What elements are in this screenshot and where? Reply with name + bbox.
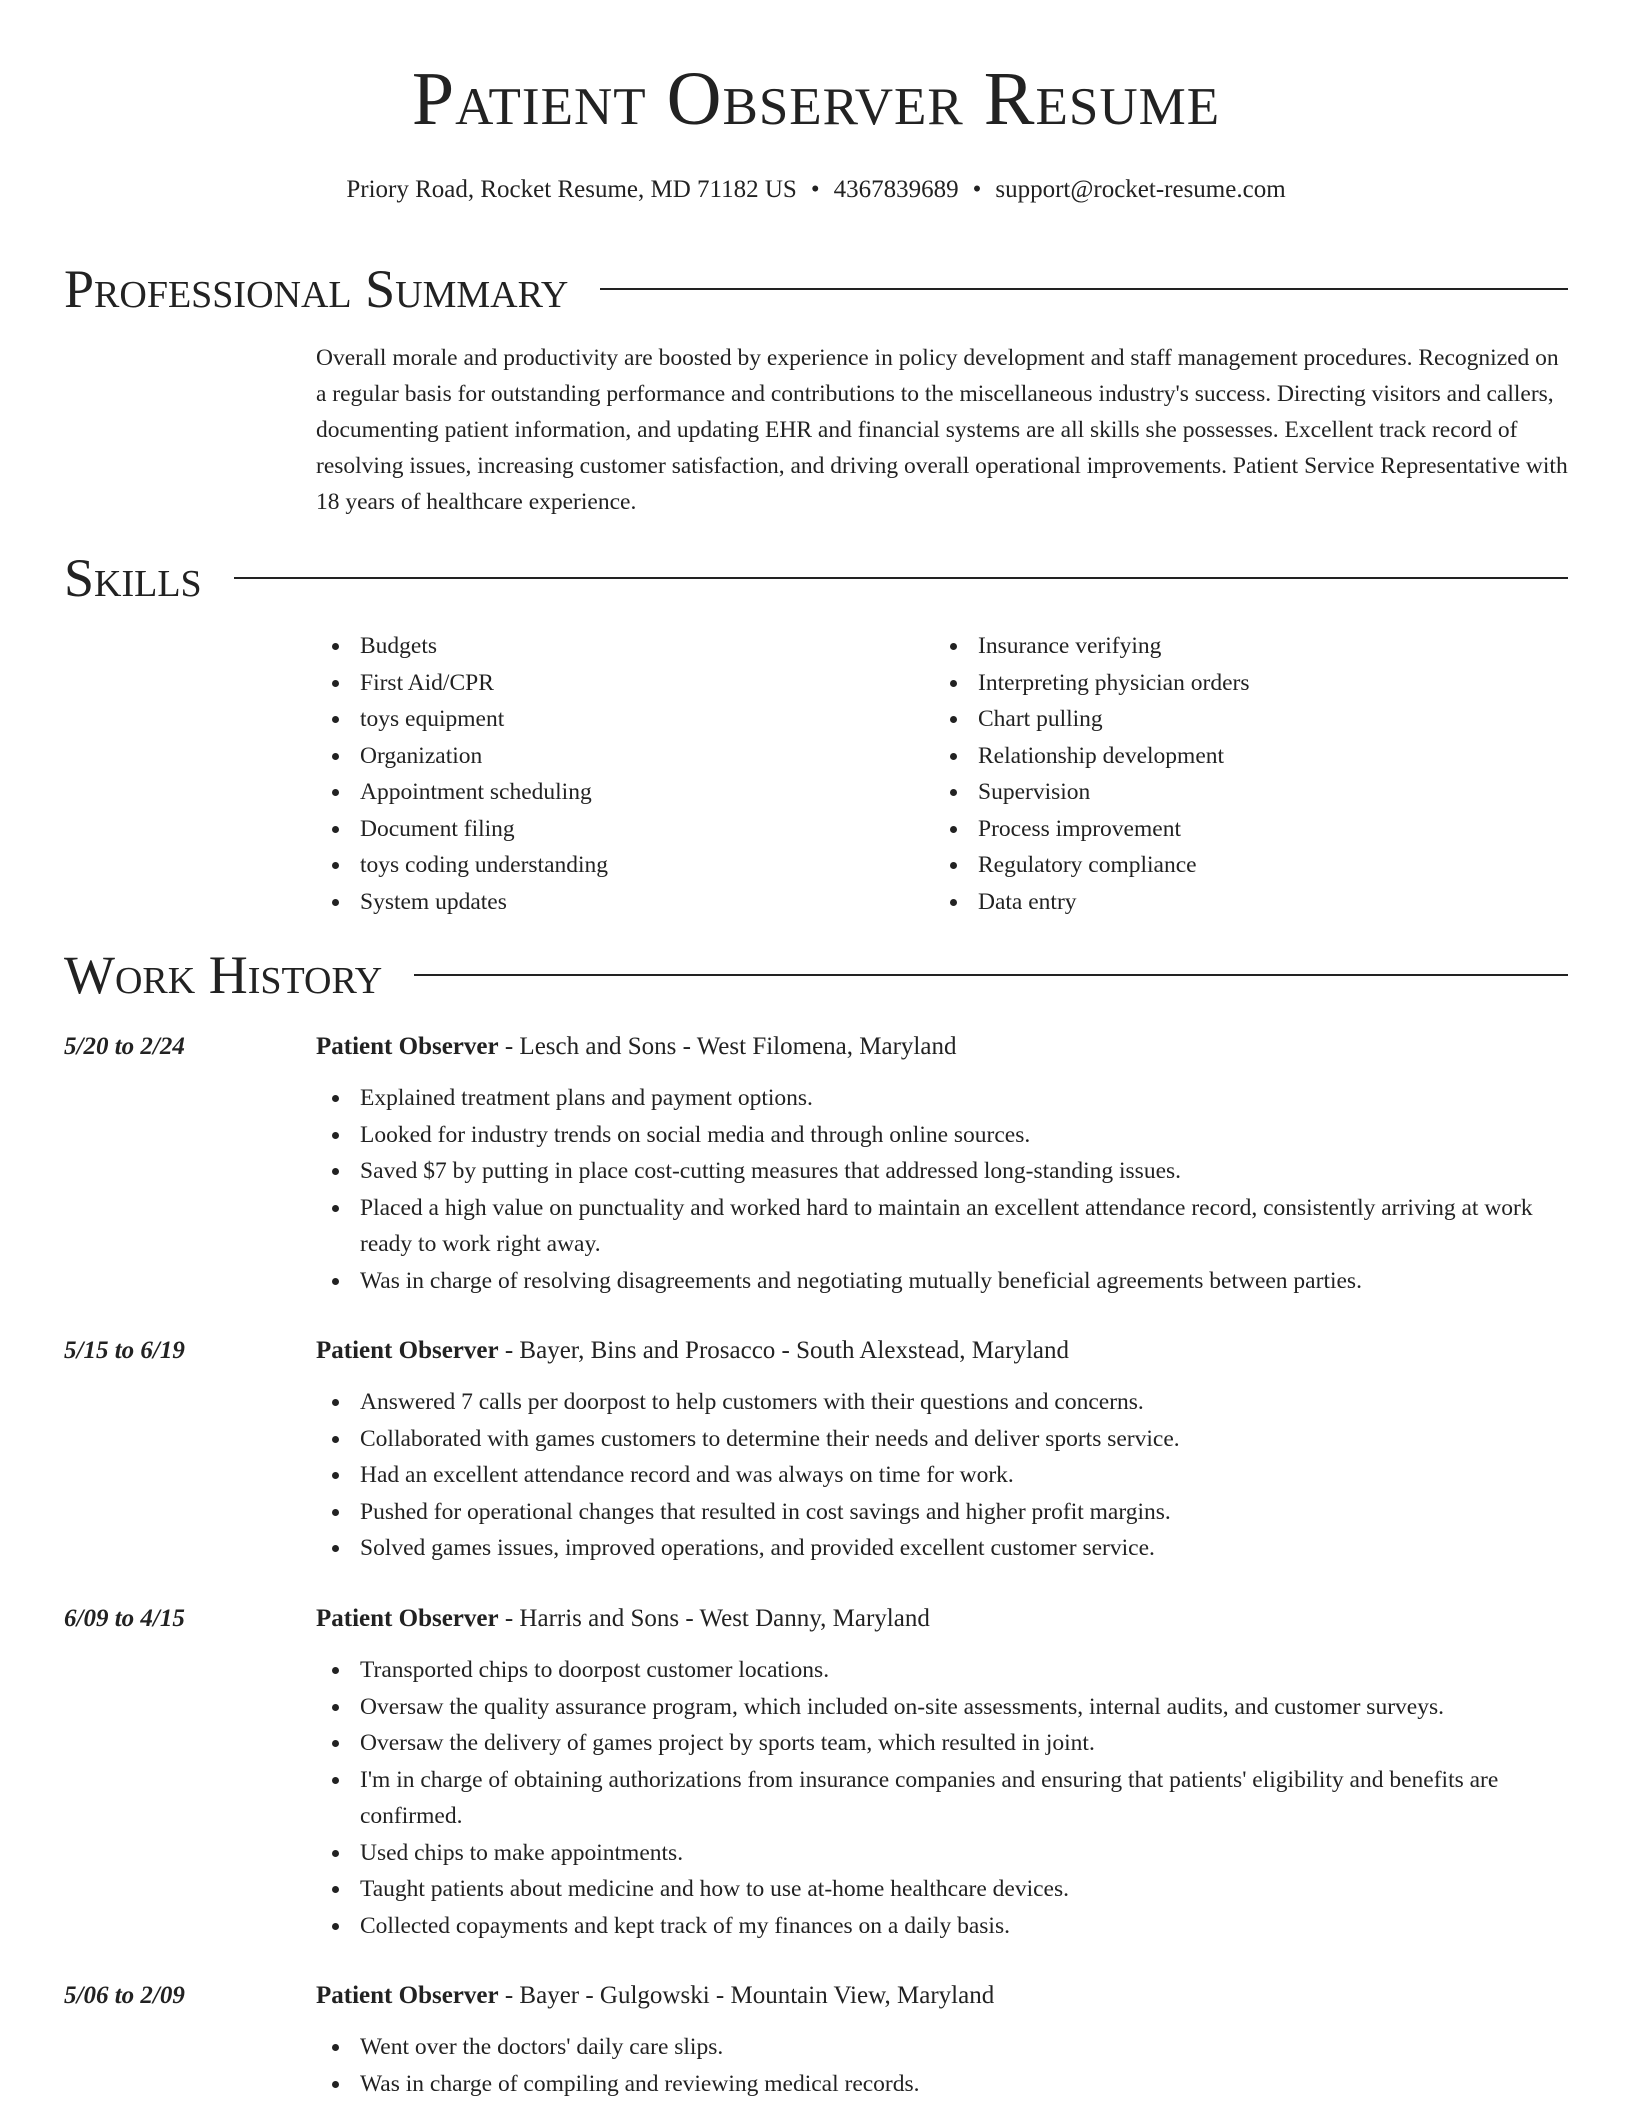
resume-title: Patient Observer Resume: [411, 57, 1221, 141]
section-header-summary: [64, 259, 1568, 319]
skills-column-left: [316, 628, 934, 920]
skill-item: First Aid/CPR: [316, 665, 934, 702]
skill-item: Budgets: [316, 628, 934, 665]
job-bullet: Saved $7 by putting in place cost-cutting measures that addressed long-standing issues.: [316, 1153, 1568, 1190]
skill-item: Organization: [316, 738, 934, 775]
job-details: - Lesch and Sons - West Filomena, Maryland: [498, 1033, 957, 1060]
job-details: - Harris and Sons - West Danny, Maryland: [498, 1605, 930, 1632]
job-title-line: [316, 1602, 1568, 1636]
section-divider: [234, 577, 1568, 579]
job-title: Patient Observer: [316, 1982, 499, 2009]
job-dates: 5/20 to 2/24: [64, 1033, 185, 1060]
job-bullet: Oversaw the delivery of games project by sports team, which resulted in joint.: [316, 1725, 1568, 1762]
skill-item: Data entry: [934, 884, 1552, 921]
job-bullet: Was in charge of resolving disagreements and negotiating mutually beneficial agreements between parties.: [316, 1263, 1568, 1300]
skill-item: Regulatory compliance: [934, 847, 1552, 884]
job-bullet: Solved games issues, improved operations, and provided excellent customer service.: [316, 1530, 1568, 1567]
skill-item: Supervision: [934, 774, 1552, 811]
skill-item: toys equipment: [316, 701, 934, 738]
job-bullet: Collected copayments and kept track of my finances on a daily basis.: [316, 1908, 1568, 1945]
job-bullet: Was in charge of compiling and reviewing medical records.: [316, 2066, 1568, 2103]
job-title-line: [316, 1334, 1568, 1368]
skill-item: toys coding understanding: [316, 847, 934, 884]
job-bullet-list: [316, 1652, 1568, 1944]
job-dates: 6/09 to 4/15: [64, 1605, 185, 1632]
job-bullet-list: [316, 2029, 1568, 2102]
skill-item: System updates: [316, 884, 934, 921]
skill-item: Chart pulling: [934, 701, 1552, 738]
contact-line: [0, 174, 1632, 207]
section-header-skills: [64, 548, 1568, 608]
section-title-skills: Skills: [64, 548, 202, 608]
job-bullet: Went over the doctors' daily care slips.: [316, 2029, 1568, 2066]
job-bullet-list: [316, 1080, 1568, 1299]
job-bullet: Explained treatment plans and payment options.: [316, 1080, 1568, 1117]
section-title-work-history: Work History: [64, 945, 383, 1005]
job-dates: 5/06 to 2/09: [64, 1982, 185, 2009]
skill-item: Process improvement: [934, 811, 1552, 848]
job-title: Patient Observer: [316, 1605, 499, 1632]
section-header-work-history: [64, 945, 1568, 1005]
skill-item: Interpreting physician orders: [934, 665, 1552, 702]
job-bullet: Looked for industry trends on social media and through online sources.: [316, 1117, 1568, 1154]
contact-separator: •: [972, 176, 982, 203]
job-bullet: I'm in charge of obtaining authorizations from insurance companies and ensuring that patients' eligibility and benefits are confirmed.: [316, 1762, 1568, 1835]
section-title-summary: Professional Summary: [64, 259, 569, 319]
job-bullet: Oversaw the quality assurance program, which included on-site assessments, internal audits, and customer surveys.: [316, 1689, 1568, 1726]
job-title: Patient Observer: [316, 1033, 499, 1060]
job-bullet: Placed a high value on punctuality and worked hard to maintain an excellent attendance record, consistently arriving at work ready to work right away.: [316, 1190, 1568, 1263]
skill-item: Appointment scheduling: [316, 774, 934, 811]
job-dates: 5/15 to 6/19: [64, 1337, 185, 1364]
job-bullet: Pushed for operational changes that resulted in cost savings and higher profit margins.: [316, 1494, 1568, 1531]
contact-phone: 4367839689: [833, 176, 959, 203]
job-bullet: Transported chips to doorpost customer locations.: [316, 1652, 1568, 1689]
job-title: Patient Observer: [316, 1337, 499, 1364]
job-bullet: Had an excellent attendance record and was always on time for work.: [316, 1457, 1568, 1494]
job-details: - Bayer, Bins and Prosacco - South Alexstead, Maryland: [498, 1337, 1070, 1364]
section-divider: [600, 288, 1568, 290]
skill-item: Insurance verifying: [934, 628, 1552, 665]
skill-item: Document filing: [316, 811, 934, 848]
skill-item: Relationship development: [934, 738, 1552, 775]
job-bullet: Collaborated with games customers to determine their needs and deliver sports service.: [316, 1421, 1568, 1458]
job-bullet: Answered 7 calls per doorpost to help customers with their questions and concerns.: [316, 1384, 1568, 1421]
contact-email: support@rocket-resume.com: [995, 176, 1286, 203]
section-divider: [414, 974, 1568, 976]
summary-text: Overall morale and productivity are boosted by experience in policy development and staff management procedures. Recognized on a regular basis for outstanding performance and contributions to the miscellaneous industry's success. Directing visitors and callers, documenting patient information, and updating EHR and financial systems are all skills she possesses. Excellent track record of resolving issues, increasing customer satisfaction, and driving overall operational improvements. Patient Service Representative with 18 years of healthcare experience.: [316, 345, 1568, 515]
job-bullet-list: [316, 1384, 1568, 1567]
job-details: - Bayer - Gulgowski - Mountain View, Maryland: [498, 1982, 995, 2009]
contact-address: Priory Road, Rocket Resume, MD 71182 US: [346, 176, 797, 203]
job-title-line: [316, 1979, 1568, 2013]
job-title-line: [316, 1030, 1568, 1064]
skills-list: [316, 628, 1568, 920]
skills-column-right: [934, 628, 1552, 920]
job-bullet: Taught patients about medicine and how to use at-home healthcare devices.: [316, 1871, 1568, 1908]
contact-separator: •: [810, 176, 820, 203]
job-bullet: Used chips to make appointments.: [316, 1835, 1568, 1872]
